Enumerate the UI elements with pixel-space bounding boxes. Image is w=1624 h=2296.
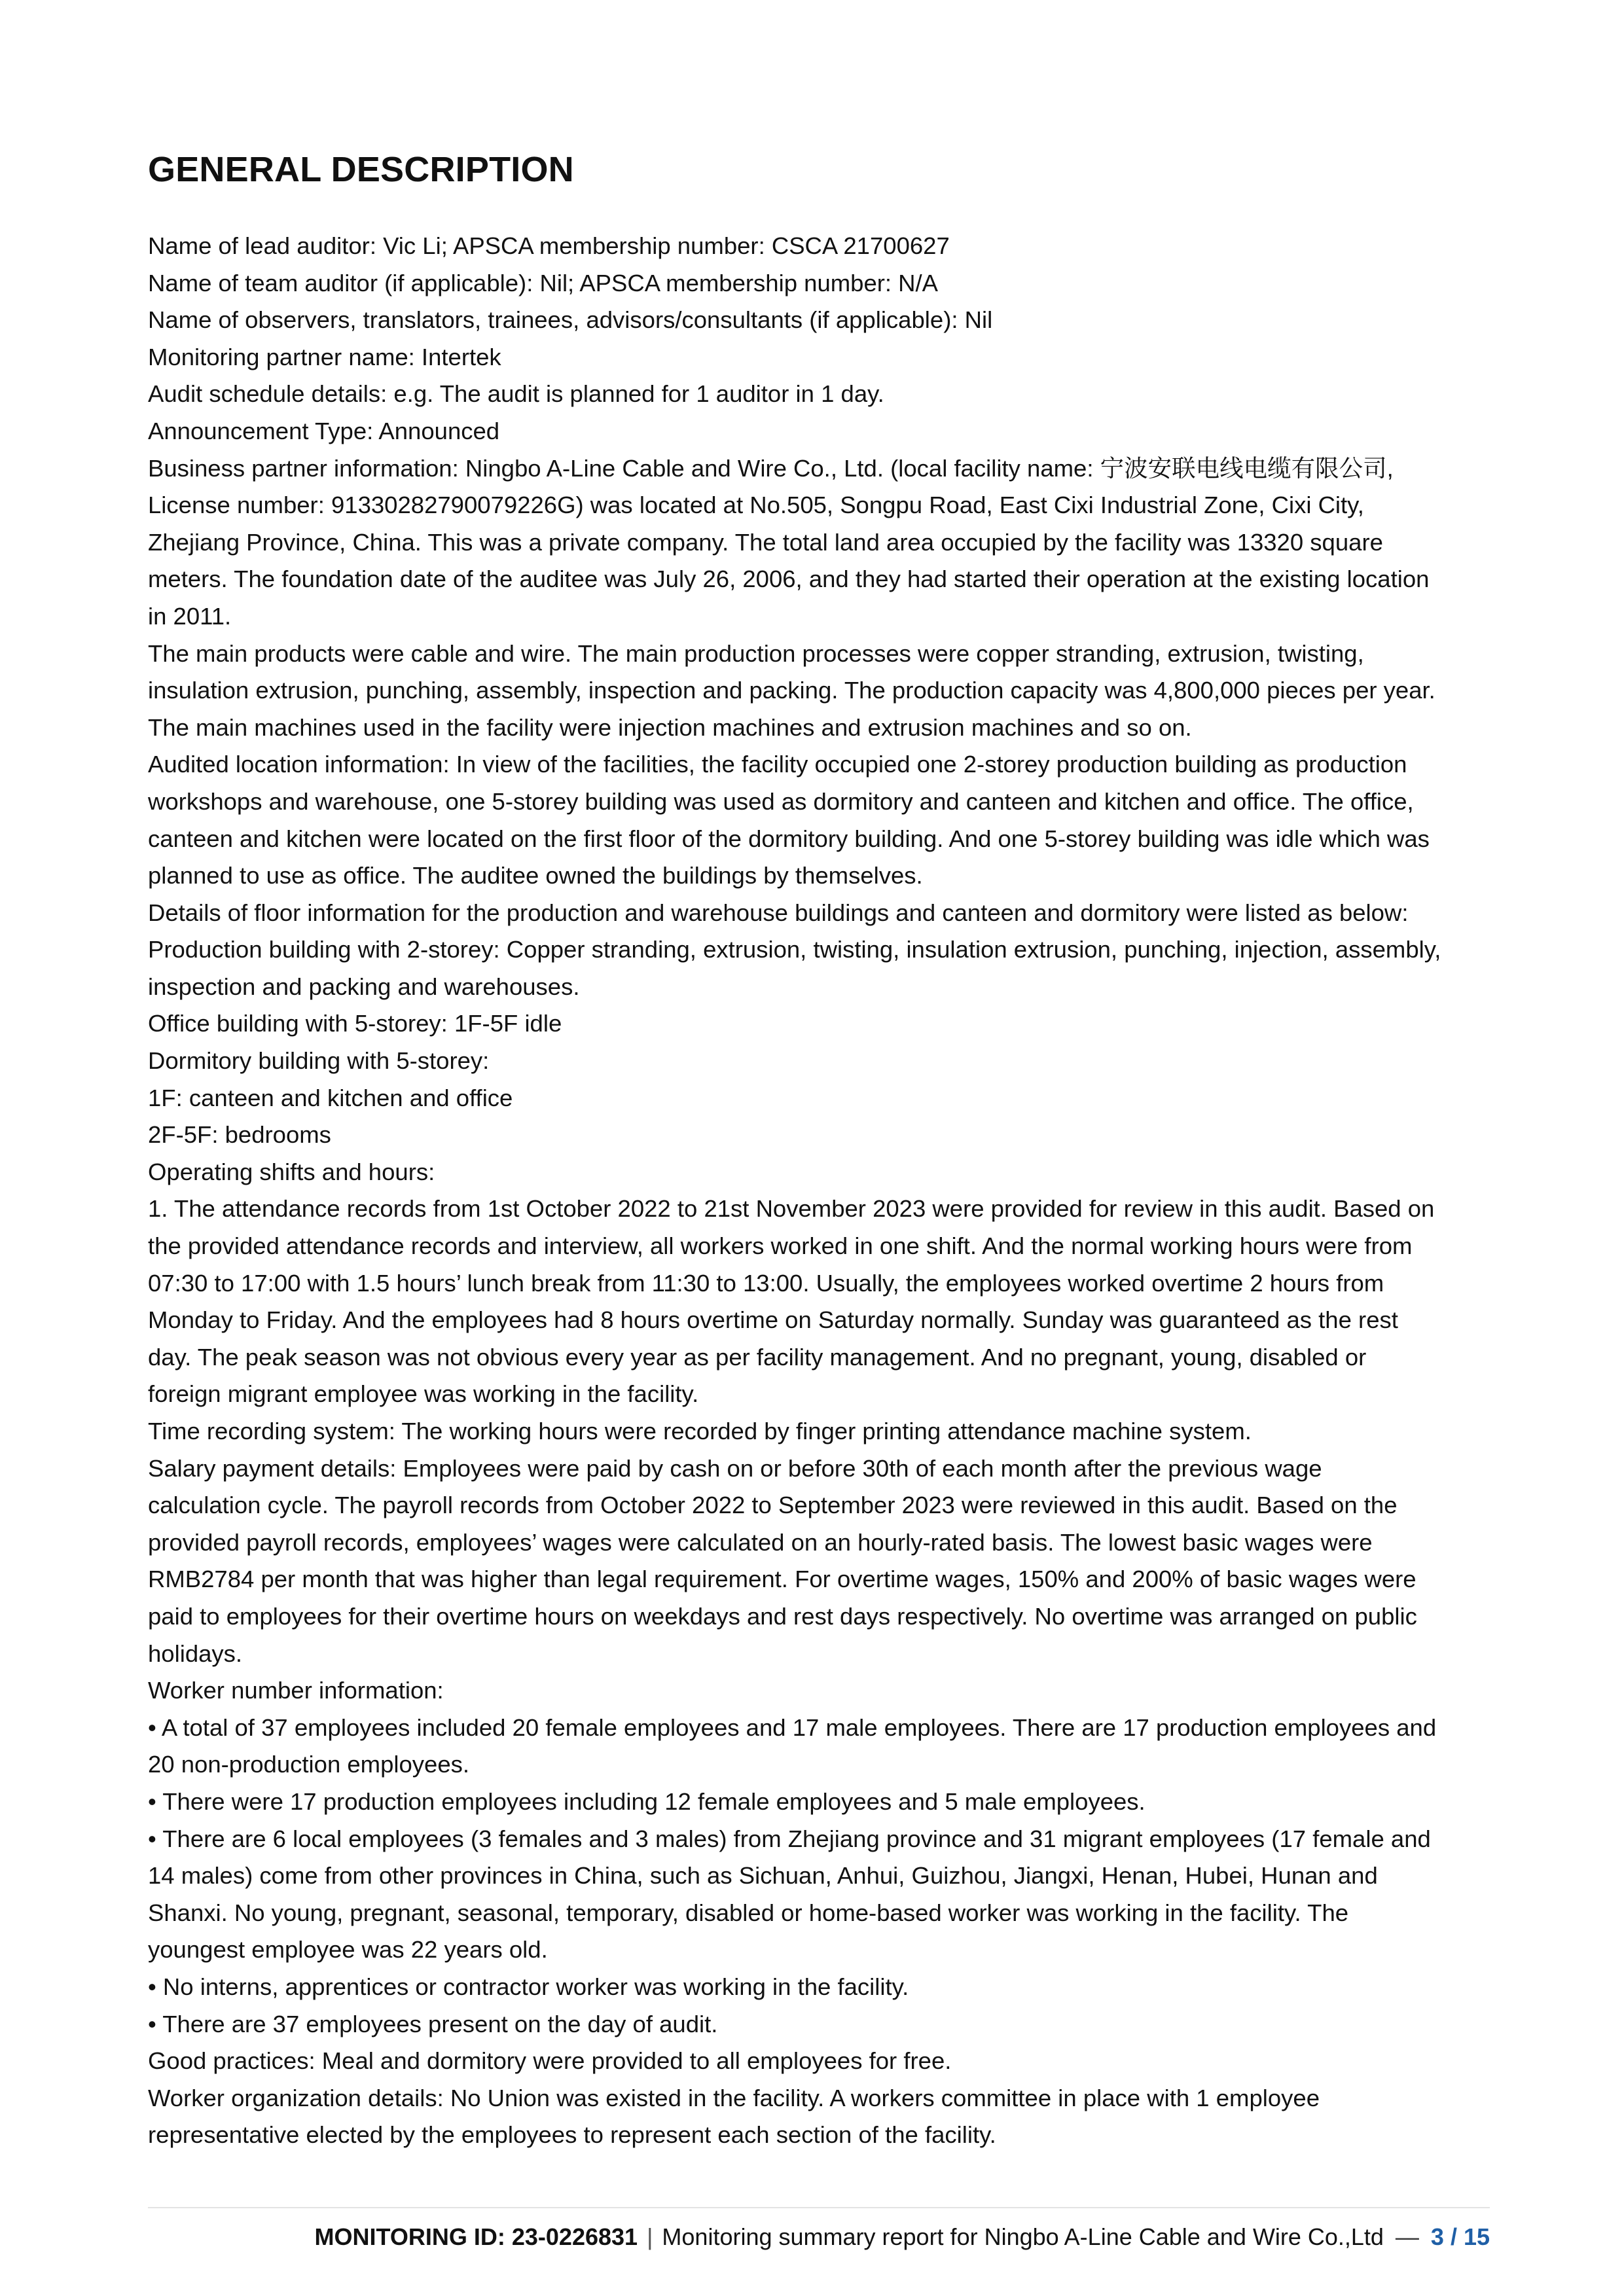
footer-dash: — (1395, 2223, 1419, 2250)
body-line: youngest employee was 22 years old. (148, 1936, 548, 1964)
body-line: • There are 37 employees present on the day of audit. (148, 2010, 718, 2037)
body-line: Zhejiang Province, China. This was a private company. The total land area occupied by the facility was 13320 square (148, 528, 1383, 556)
body-line: 1F: canteen and kitchen and office (148, 1084, 513, 1111)
body-line: • There were 17 production employees including 12 female employees and 5 male employees. (148, 1787, 1146, 1815)
body-line: inspection and packing and warehouses. (148, 973, 580, 1000)
body-line: Good practices: Meal and dormitory were provided to all employees for free. (148, 2047, 952, 2075)
body-line: workshops and warehouse, one 5-storey building was used as dormitory and canteen and kitchen and office. The office, (148, 787, 1414, 815)
body-line: Details of floor information for the production and warehouse buildings and canteen and dormitory were listed as below: (148, 899, 1409, 926)
body-line: Office building with 5-storey: 1F-5F idle (148, 1010, 562, 1037)
body-line: 1. The attendance records from 1st October 2022 to 21st November 2023 were provided for review in this audit. Based on (148, 1195, 1435, 1223)
monitoring-id: MONITORING ID: 23-0226831 (314, 2223, 638, 2250)
body-line: RMB2784 per month that was higher than legal requirement. For overtime wages, 150% and 200% of basic wages were (148, 1566, 1416, 1593)
body-line: provided payroll records, employees’ wages were calculated on an hourly-rated basis. The lowest basic wages were (148, 1528, 1373, 1556)
body-line: Monitoring partner name: Intertek (148, 343, 501, 370)
body-line: day. The peak season was not obvious every year as per facility management. And no pregnant, young, disabled or (148, 1343, 1367, 1371)
body-line: Business partner information: Ningbo A-Line Cable and Wire Co., Ltd. (local facility name: 宁波安联电线电缆有限公司, (148, 454, 1394, 482)
body-line: in 2011. (148, 602, 232, 630)
body-line: Audit schedule details: e.g. The audit is planned for 1 auditor in 1 day. (148, 380, 884, 408)
body-line: planned to use as office. The auditee owned the buildings by themselves. (148, 862, 923, 889)
body-line: License number: 91330282790079226G) was located at No.505, Songpu Road, East Cixi Industrial Zone, Cixi City, (148, 492, 1364, 519)
body-line: • No interns, apprentices or contractor worker was working in the facility. (148, 1973, 909, 2000)
report-title: Monitoring summary report for Ningbo A-Line Cable and Wire Co.,Ltd (662, 2223, 1384, 2250)
body-line: Worker organization details: No Union was existed in the facility. A workers committee in place with 1 employee (148, 2084, 1320, 2111)
section-heading: GENERAL DESCRIPTION (148, 150, 574, 189)
body-line: 2F-5F: bedrooms (148, 1121, 331, 1149)
body-line: Time recording system: The working hours were recorded by finger printing attendance machine system. (148, 1418, 1252, 1444)
body-line: Production building with 2-storey: Copper stranding, extrusion, twisting, insulation extrusion, punching, injection, assembly, (148, 936, 1441, 963)
body-line: 07:30 to 17:00 with 1.5 hours’ lunch break from 11:30 to 13:00. Usually, the employees worked overtime 2 hours from (148, 1269, 1384, 1297)
page-footer (148, 2219, 1490, 2255)
body-line: • A total of 37 employees included 20 female employees and 17 male employees. There are 17 production employees and (148, 1713, 1437, 1741)
body-line: Audited location information: In view of the facilities, the facility occupied one 2-storey production building as production (148, 751, 1407, 778)
body-line: The main machines used in the facility were injection machines and extrusion machines and so on. (148, 713, 1192, 741)
body-line: the provided attendance records and interview, all workers worked in one shift. And the normal working hours were from (148, 1232, 1413, 1260)
general-description-section (148, 145, 1490, 2154)
page-number: 3 / 15 (1430, 2223, 1490, 2250)
body-line: canteen and kitchen were located on the first floor of the dormitory building. And one 5-storey building was idle which was (148, 825, 1430, 852)
body-line: 20 non-production employees. (148, 1751, 470, 1778)
body-line: Operating shifts and hours: (148, 1158, 435, 1185)
body-line: meters. The foundation date of the auditee was July 26, 2006, and they had started their operation at the existing location (148, 565, 1430, 593)
body-line: The main products were cable and wire. The main production processes were copper stranding, extrusion, twisting, (148, 639, 1364, 667)
body-line: • There are 6 local employees (3 females and 3 males) from Zhejiang province and 31 migrant employees (17 female and (148, 1825, 1431, 1852)
body-line: Name of lead auditor: Vic Li; APSCA membership number: CSCA 21700627 (148, 232, 950, 259)
footer-divider (148, 2207, 1490, 2208)
body-line: insulation extrusion, punching, assembly, inspection and packing. The production capacity was 4,800,000 pieces per year. (148, 677, 1435, 704)
body-line: Name of observers, translators, trainees, advisors/consultants (if applicable): Nil (148, 306, 993, 334)
body-line: Announcement Type: Announced (148, 417, 500, 444)
body-line: Name of team auditor (if applicable): Nil; APSCA membership number: N/A (148, 269, 939, 296)
body-line: Salary payment details: Employees were paid by cash on or before 30th of each month after the previous wage (148, 1454, 1322, 1482)
footer-separator: | (647, 2223, 653, 2250)
body-line: Shanxi. No young, pregnant, seasonal, temporary, disabled or home-based worker was working in the facility. The (148, 1899, 1349, 1926)
body-line: Worker number information: (148, 1677, 444, 1704)
body-line: calculation cycle. The payroll records from October 2022 to September 2023 were reviewed in this audit. Based on the (148, 1492, 1398, 1519)
body-line: representative elected by the employees to represent each section of the facility. (148, 2121, 996, 2149)
body-line: foreign migrant employee was working in the facility. (148, 1380, 699, 1408)
body-line: Monday to Friday. And the employees had 8 hours overtime on Saturday normally. Sunday was guaranteed as the rest (148, 1306, 1398, 1334)
body-line: paid to employees for their overtime hours on weekdays and rest days respectively. No overtime was arranged on public (148, 1602, 1417, 1630)
body-line: 14 males) come from other provinces in China, such as Sichuan, Anhui, Guizhou, Jiangxi, Henan, Hubei, Hunan and (148, 1862, 1378, 1890)
body-line: Dormitory building with 5-storey: (148, 1047, 490, 1075)
description-body (148, 228, 1490, 2154)
body-line: holidays. (148, 1640, 243, 1667)
